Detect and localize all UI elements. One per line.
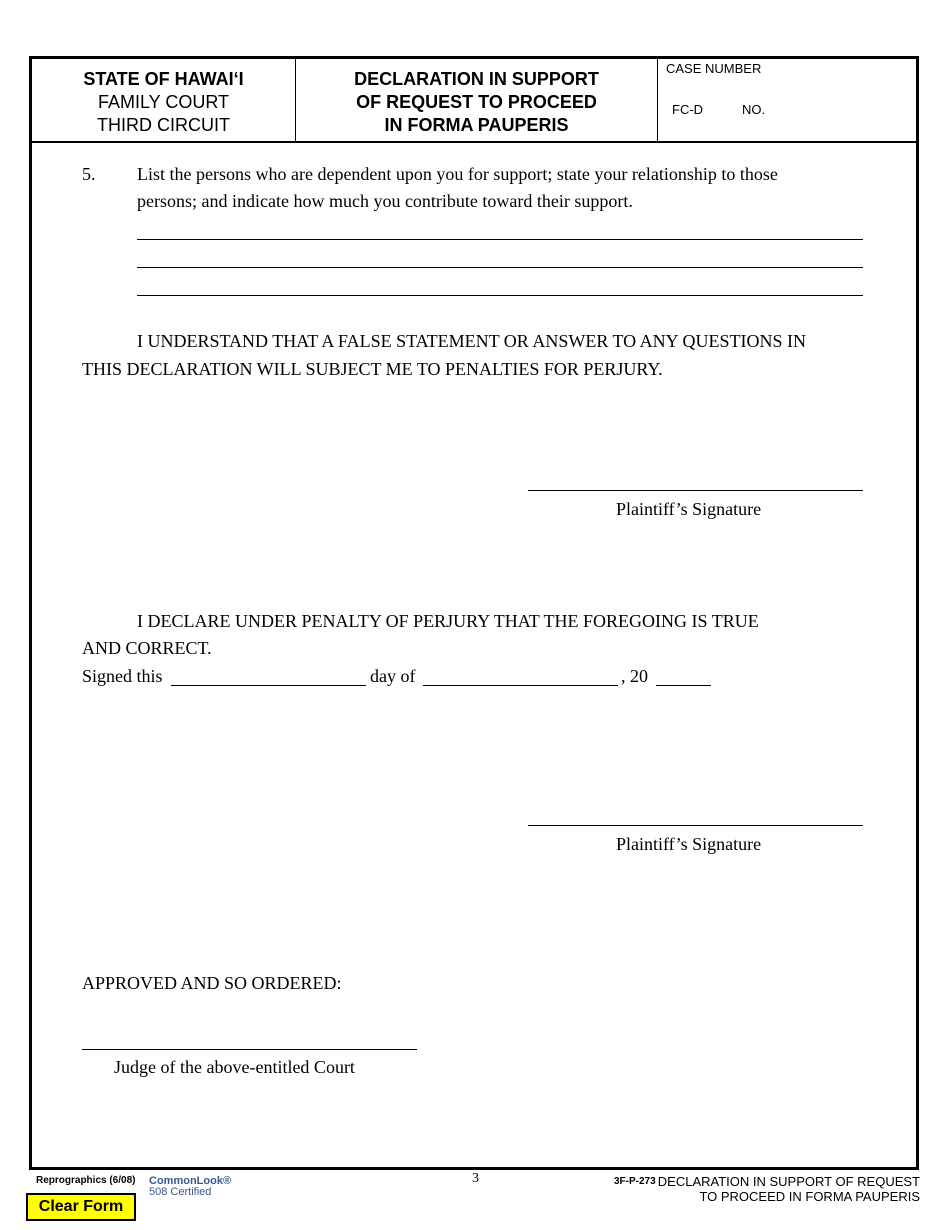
form-title-line3: IN FORMA PAUPERIS	[384, 115, 569, 135]
day-of-label: day of	[370, 666, 416, 686]
case-no-label: NO.	[742, 102, 766, 117]
case-number-label: CASE NUMBER	[666, 61, 762, 76]
declaration-line2: AND CORRECT.	[82, 638, 212, 658]
declaration-line1: I DECLARE UNDER PENALTY OF PERJURY THAT THE FOREGOING IS TRUE	[137, 611, 759, 631]
plaintiff-signature-line-1[interactable]	[528, 490, 863, 491]
signed-this-label: Signed this	[82, 666, 163, 686]
clear-form-button[interactable]: Clear Form	[26, 1193, 136, 1221]
court-state: STATE OF HAWAI‘I	[83, 69, 244, 89]
case-number-box[interactable]	[658, 59, 916, 141]
perjury-warning-line1: I UNDERSTAND THAT A FALSE STATEMENT OR ANSWER TO ANY QUESTIONS IN	[137, 331, 806, 351]
judge-label: Judge of the above-entitled Court	[114, 1057, 355, 1077]
signed-month-field[interactable]	[423, 685, 618, 686]
judge-signature-line[interactable]	[82, 1049, 417, 1050]
perjury-warning-line2: THIS DECLARATION WILL SUBJECT ME TO PENALTIES FOR PERJURY.	[82, 359, 663, 379]
case-prefix: FC-D	[672, 102, 704, 117]
year-prefix-label: , 20	[621, 666, 648, 686]
footer-title-line2: TO PROCEED IN FORMA PAUPERIS	[699, 1189, 920, 1204]
certified-label: 508 Certified	[149, 1186, 212, 1198]
signed-day-field[interactable]	[171, 685, 366, 686]
form-code: 3F-P-273	[614, 1176, 656, 1187]
dependents-answer-line-3[interactable]	[137, 295, 863, 296]
form-title-line2: OF REQUEST TO PROCEED	[356, 92, 597, 112]
plaintiff-signature-label-2: Plaintiff’s Signature	[616, 834, 762, 854]
plaintiff-signature-line-2[interactable]	[528, 825, 863, 826]
signed-year-field[interactable]	[656, 685, 711, 686]
form-title	[296, 59, 658, 141]
question-text-line1: List the persons who are dependent upon you for support; state your relationship to those	[137, 164, 778, 184]
dependents-answer-line-1[interactable]	[137, 239, 863, 240]
court-name: FAMILY COURT	[97, 92, 230, 112]
question-number: 5.	[82, 164, 96, 184]
court-info	[32, 59, 296, 141]
reprographics-label: Reprographics (6/08)	[36, 1175, 136, 1186]
footer-title	[658, 1174, 920, 1204]
question-text-line2: persons; and indicate how much you contribute toward their support.	[137, 191, 633, 211]
form-title-line1: DECLARATION IN SUPPORT	[354, 69, 599, 89]
form-header	[32, 59, 916, 143]
footer-title-line1: DECLARATION IN SUPPORT OF REQUEST	[657, 1174, 920, 1189]
plaintiff-signature-label-1: Plaintiff’s Signature	[616, 499, 762, 519]
page-number: 3	[472, 1171, 479, 1186]
court-circuit: THIRD CIRCUIT	[97, 115, 230, 135]
approved-heading: APPROVED AND SO ORDERED:	[82, 973, 342, 993]
dependents-answer-line-2[interactable]	[137, 267, 863, 268]
commonlook-logo: CommonLook®	[149, 1175, 232, 1187]
